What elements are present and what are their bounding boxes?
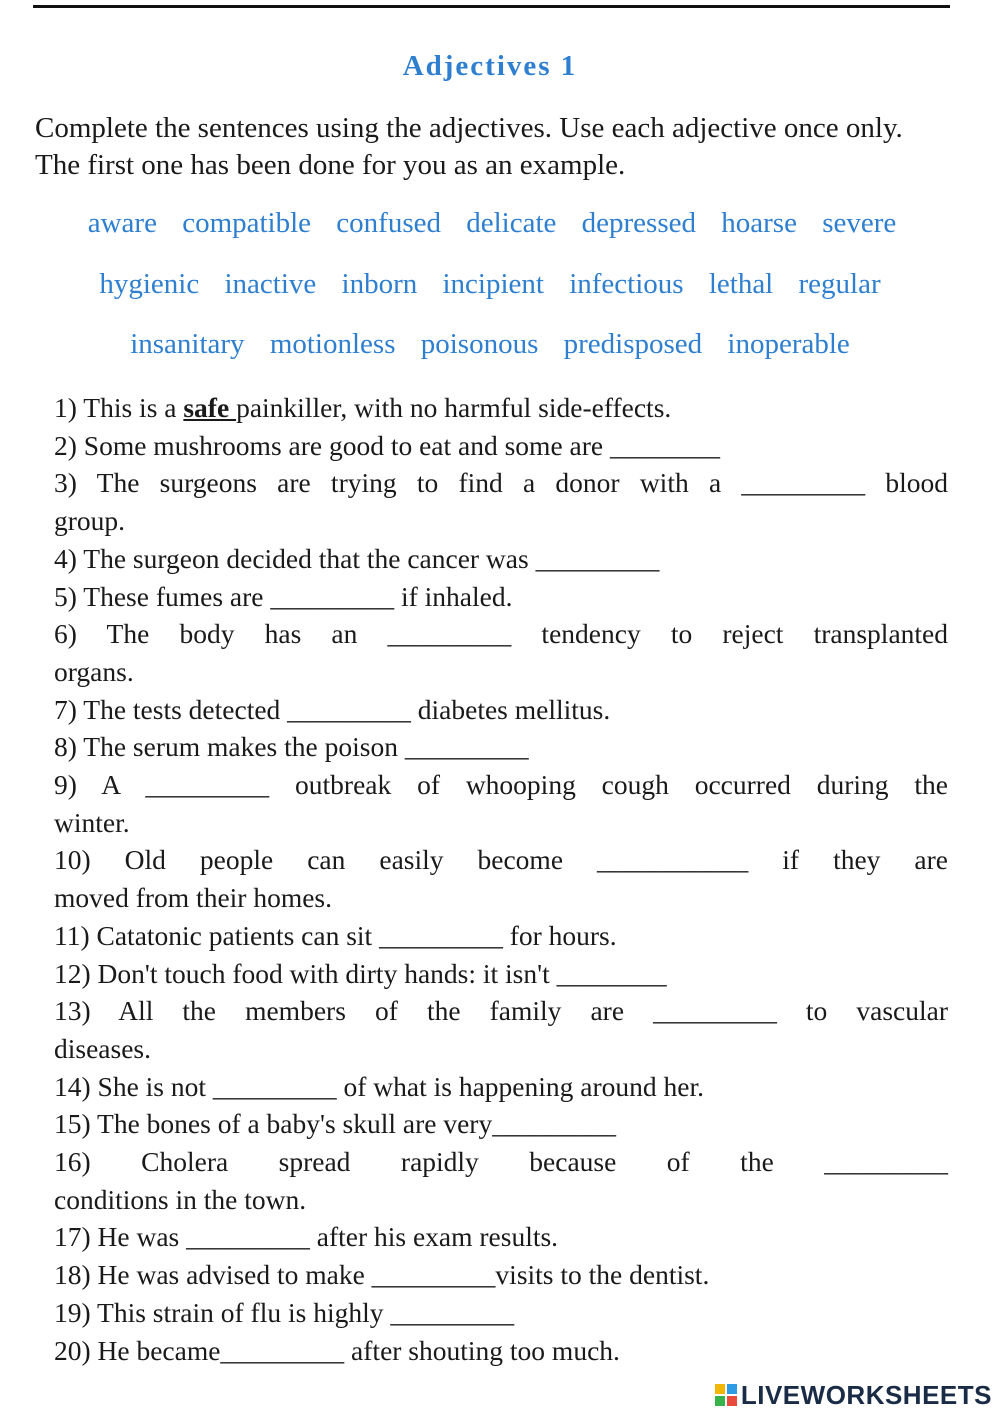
logo-text: LIVEWORKSHEETS: [740, 1379, 992, 1410]
question-13-continued: diseases.: [54, 1032, 151, 1064]
question-19[interactable]: 19) This strain of flu is highly _________: [54, 1296, 515, 1328]
word-bank-item: incipient: [442, 268, 544, 300]
question-1-prefix: 1) This is a: [54, 392, 184, 423]
question-3-continued: group.: [54, 505, 126, 537]
question-4[interactable]: 4) The surgeon decided that the cancer was _________: [54, 542, 660, 574]
question-6-continued: organs.: [54, 655, 134, 687]
question-9[interactable]: 9) A _________ outbreak of whooping cough occurred during the: [54, 769, 948, 801]
logo-square: [715, 1396, 725, 1406]
question-11[interactable]: 11) Catatonic patients can sit _________ for hours.: [54, 919, 617, 951]
word-bank-item: compatible: [182, 207, 312, 239]
word-bank-item: delicate: [466, 207, 557, 239]
word-bank-item: depressed: [581, 207, 696, 239]
word-bank-item: predisposed: [563, 328, 703, 360]
logo-squares-icon: [715, 1384, 737, 1406]
instructions: Complete the sentences using the adjectives. Use each adjective once only. The first one has been done for you as an example.: [35, 112, 903, 181]
question-15[interactable]: 15) The bones of a baby's skull are very_________: [54, 1108, 616, 1140]
question-13[interactable]: 13) All the members of the family are _________ to vascular: [54, 995, 948, 1027]
word-bank-item: aware: [87, 207, 157, 239]
logo-square: [727, 1396, 737, 1406]
question-list: [54, 389, 948, 1369]
logo-square: [715, 1384, 725, 1394]
question-18[interactable]: 18) He was advised to make _________visits to the dentist.: [54, 1259, 710, 1291]
question-10[interactable]: 10) Old people can easily become ___________ if they are: [54, 844, 948, 876]
word-bank-item: confused: [336, 207, 441, 239]
question-16[interactable]: 16) Cholera spread rapidly because of the _________: [54, 1146, 948, 1178]
top-rule: [33, 5, 950, 8]
word-bank-item: motionless: [269, 328, 396, 360]
word-bank-item: severe: [822, 207, 897, 239]
word-bank-item: regular: [798, 268, 881, 300]
word-bank-item: insanitary: [130, 328, 245, 360]
question-9-continued: winter.: [54, 806, 130, 838]
word-bank-item: inoperable: [727, 328, 850, 360]
question-10-continued: moved from their homes.: [54, 882, 332, 914]
word-bank-row-2: [0, 268, 980, 301]
logo-square: [727, 1384, 737, 1394]
question-20[interactable]: 20) He became_________ after shouting too much.: [54, 1334, 620, 1366]
word-bank-item: lethal: [708, 268, 774, 300]
word-bank-item: hygienic: [99, 268, 200, 300]
question-2[interactable]: 2) Some mushrooms are good to eat and some are ________: [54, 429, 720, 461]
question-7[interactable]: 7) The tests detected _________ diabetes mellitus.: [54, 693, 611, 725]
word-bank-item: infectious: [569, 268, 684, 300]
question-1-suffix: painkiller, with no harmful side-effects.: [236, 392, 672, 423]
question-12[interactable]: 12) Don't touch food with dirty hands: it isn't ________: [54, 957, 667, 989]
question-3[interactable]: 3) The surgeons are trying to find a donor with a _________ blood: [54, 467, 948, 499]
question-5[interactable]: 5) These fumes are _________ if inhaled.: [54, 580, 513, 612]
question-14[interactable]: 14) She is not _________ of what is happening around her.: [54, 1070, 704, 1102]
question-17[interactable]: 17) He was _________ after his exam results.: [54, 1221, 559, 1253]
word-bank-item: hoarse: [721, 207, 797, 239]
question-1: [54, 389, 948, 427]
word-bank-row-3: [0, 328, 980, 361]
word-bank-item: poisonous: [420, 328, 539, 360]
liveworksheets-logo: [715, 1380, 992, 1410]
word-bank-item: inactive: [224, 268, 317, 300]
word-bank-row-1: [2, 207, 982, 240]
word-bank-item: inborn: [341, 268, 418, 300]
example-answer: safe: [183, 392, 237, 423]
worksheet-title: Adjectives 1: [402, 50, 578, 82]
question-8[interactable]: 8) The serum makes the poison _________: [54, 731, 529, 763]
question-16-continued: conditions in the town.: [54, 1183, 307, 1215]
question-6[interactable]: 6) The body has an _________ tendency to reject transplanted: [54, 618, 948, 650]
